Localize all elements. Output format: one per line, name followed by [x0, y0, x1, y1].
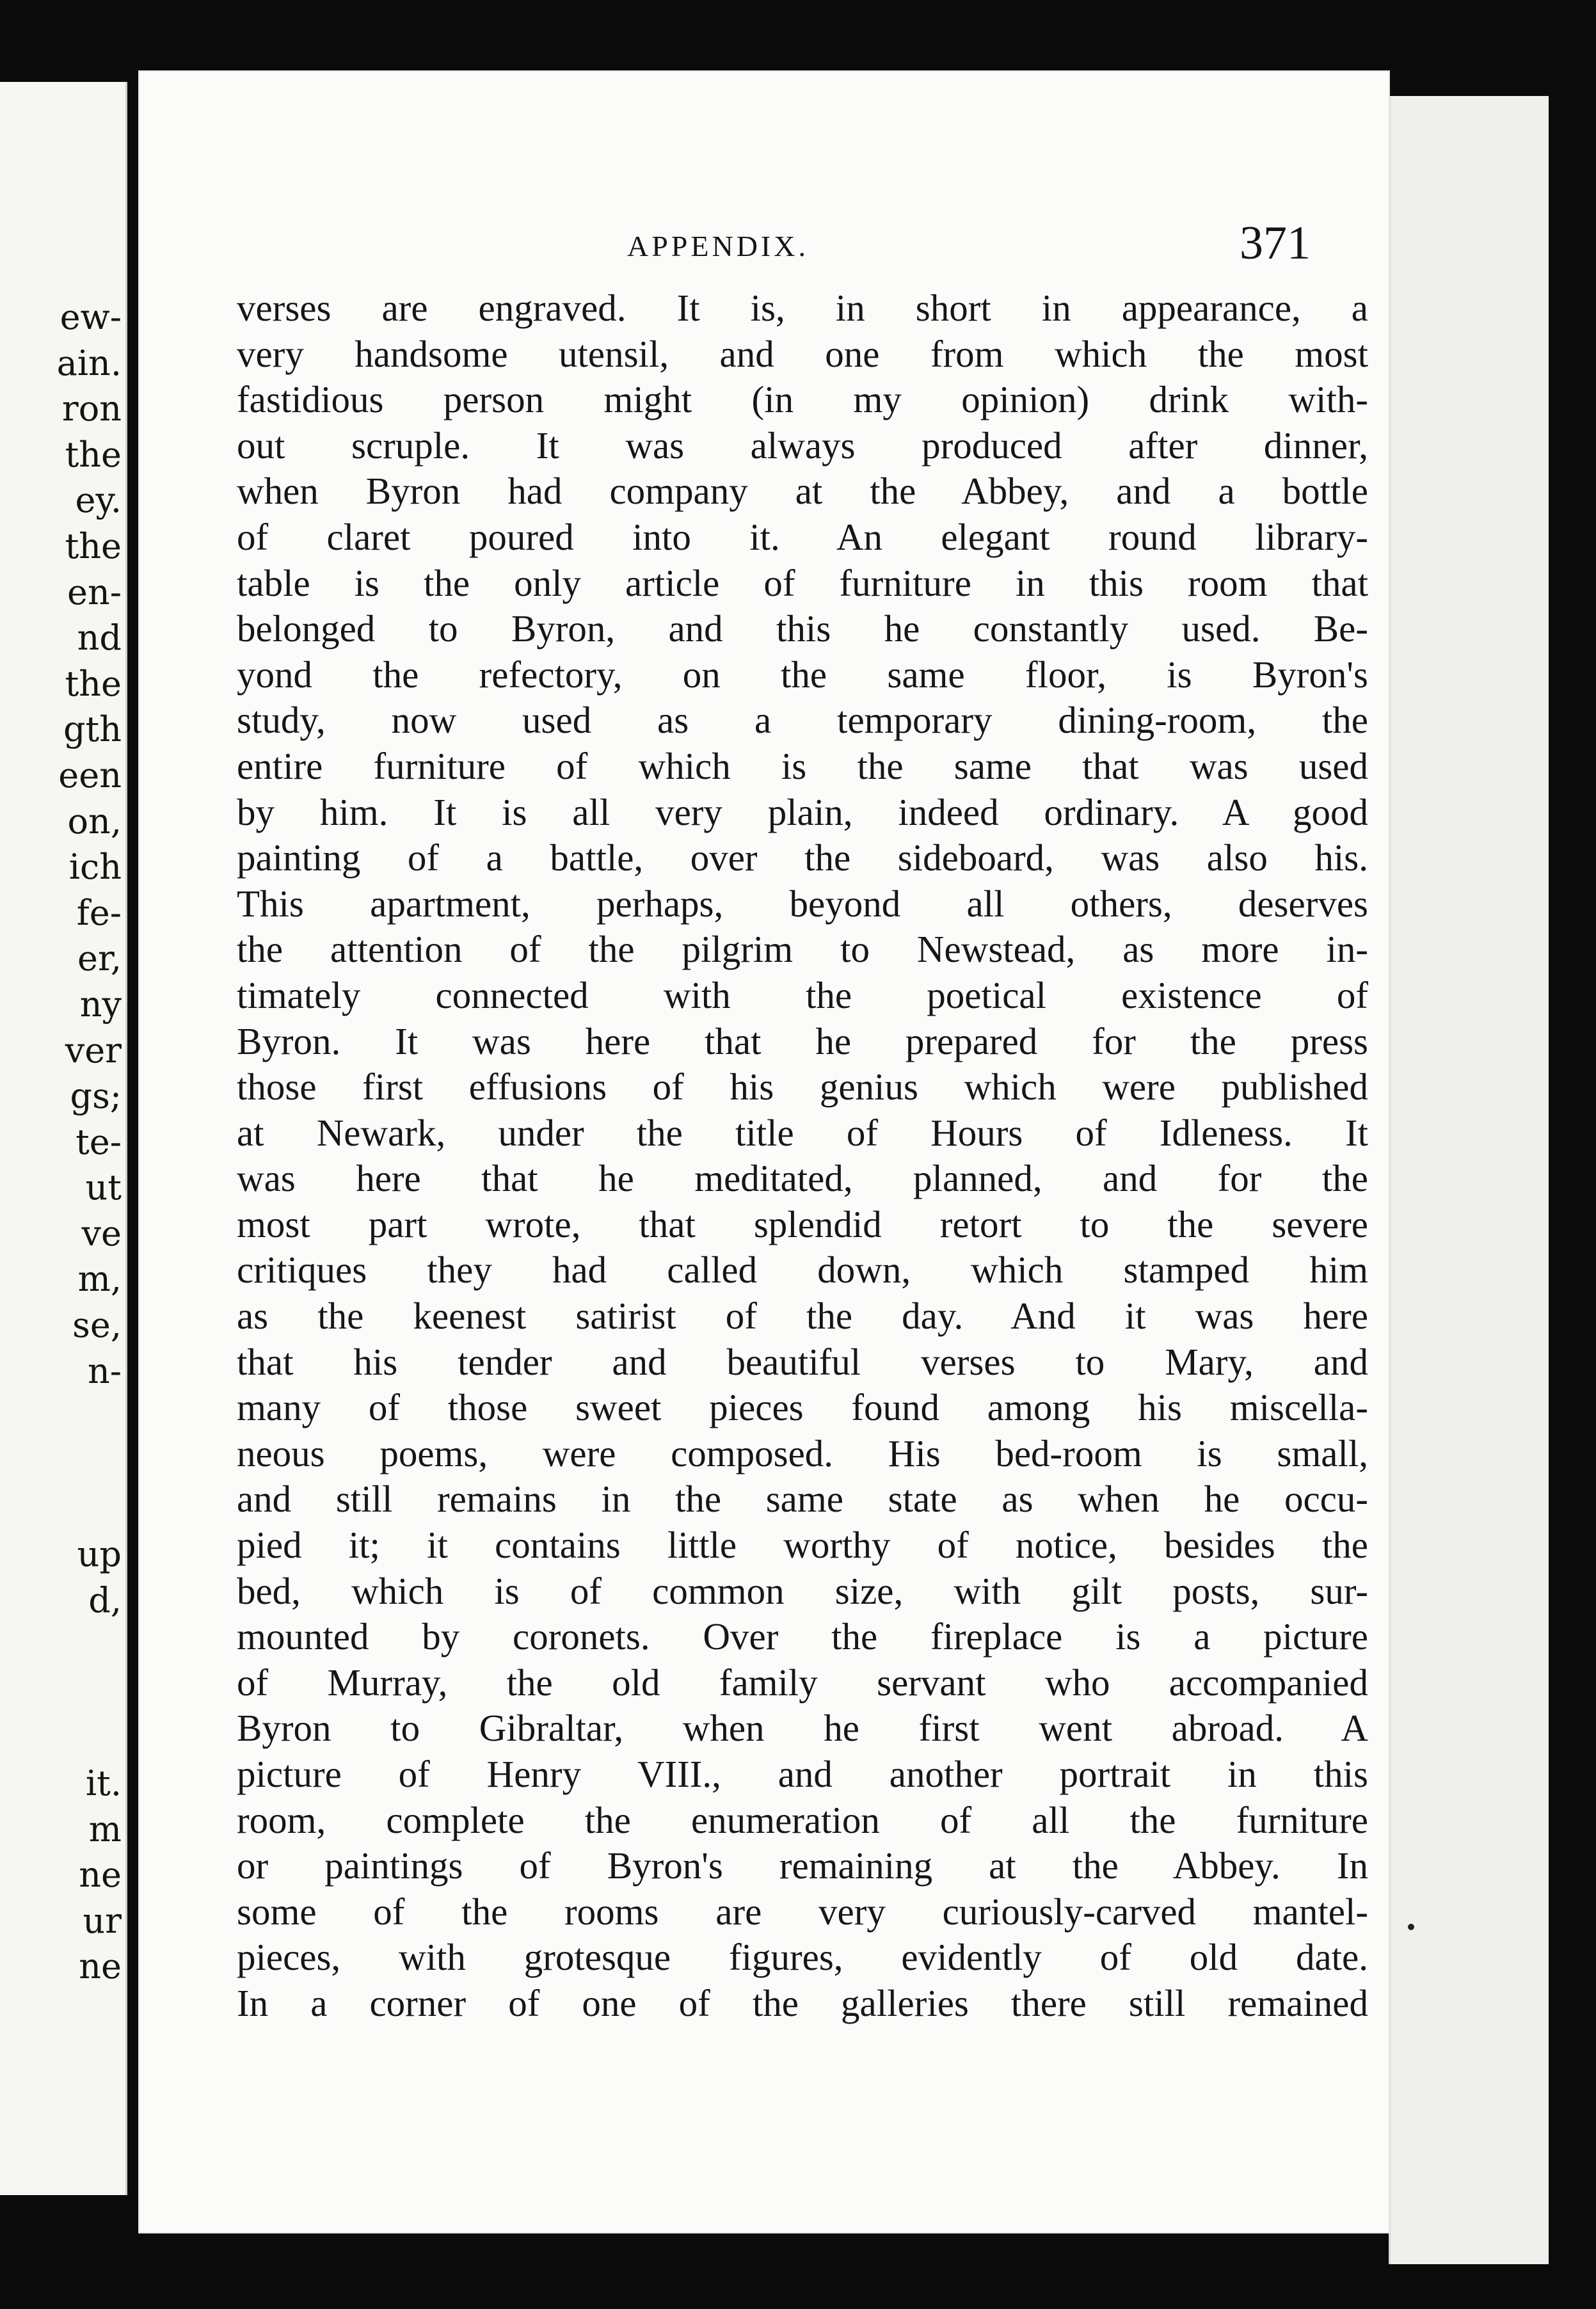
- book-page: [138, 70, 1390, 2233]
- text-line: timately connected with the poetical existence of: [237, 973, 1368, 1016]
- text-line: the attention of the pilgrim to Newstead, as more in-: [237, 928, 1368, 971]
- text-line: yond the refectory, on the same floor, is Byron's: [237, 653, 1368, 696]
- left-fragment: [57, 1440, 122, 1486]
- left-fragment: m: [88, 1809, 122, 1850]
- text-line: Byron. It was here that he prepared for the press: [237, 1019, 1368, 1062]
- left-fragment: ain.: [56, 342, 122, 383]
- left-fragment: en-: [67, 571, 122, 612]
- text-line: painting of a battle, over the sideboard, was also his.: [237, 836, 1368, 879]
- ink-speck: [1408, 1924, 1414, 1930]
- left-fragment: [57, 1714, 122, 1761]
- left-fragment: ey.: [75, 480, 122, 521]
- left-fragment: gth: [63, 709, 122, 750]
- left-fragment: d,: [88, 1579, 122, 1620]
- left-fragment: ich: [68, 847, 122, 888]
- text-line: Byron to Gibraltar, when he first went abroad. A: [237, 1707, 1368, 1750]
- text-line: pied it; it contains little worthy of notice, besides the: [237, 1524, 1368, 1567]
- text-line: verses are engraved. It is, in short in appearance, a: [237, 287, 1368, 329]
- text-line: This apartment, perhaps, beyond all others, deserves: [237, 882, 1368, 925]
- text-line: when Byron had company at the Abbey, and a bottle: [237, 470, 1368, 513]
- text-line: pieces, with grotesque figures, evidently of old date.: [237, 1936, 1368, 1979]
- body-text: [237, 285, 1368, 2027]
- left-fragment: ve: [81, 1213, 122, 1254]
- left-fragment: er,: [77, 938, 122, 979]
- left-fragment: the: [65, 525, 122, 566]
- running-head: [138, 216, 1390, 274]
- left-fragment: n-: [87, 1350, 122, 1391]
- scan-border: [1549, 96, 1596, 2264]
- text-line: bed, which is of common size, with gilt posts, sur-: [237, 1569, 1368, 1612]
- left-fragment: ut: [85, 1167, 122, 1208]
- text-line: table is the only article of furniture in this room that: [237, 561, 1368, 604]
- left-fragment: up: [77, 1534, 122, 1575]
- text-line: and still remains in the same state as when he occu-: [237, 1478, 1368, 1521]
- text-line: neous poems, were composed. His bed-room is small,: [237, 1432, 1368, 1474]
- text-line: out scruple. It was always produced after dinner,: [237, 424, 1368, 467]
- text-line: critiques they had called down, which stamped him: [237, 1249, 1368, 1291]
- text-line: or paintings of Byron's remaining at the Abbey. In: [237, 1844, 1368, 1887]
- left-fragment: gs;: [70, 1076, 122, 1117]
- left-page-line-endings: [57, 294, 122, 1990]
- text-line: fastidious person might (in my opinion) drink with-: [237, 378, 1368, 421]
- text-line: was here that he meditated, planned, and for the: [237, 1157, 1368, 1200]
- left-fragment: the: [65, 663, 122, 704]
- text-line: entire furniture of which is the same that was used: [237, 744, 1368, 787]
- text-line: belonged to Byron, and this he constantly used. Be-: [237, 607, 1368, 650]
- text-line: In a corner of one of the galleries there still remained: [237, 1981, 1368, 2024]
- running-title: APPENDIX.: [627, 230, 809, 262]
- left-fragment: [57, 1394, 122, 1440]
- text-line: picture of Henry VIII., and another portrait in this: [237, 1753, 1368, 1795]
- left-fragment: een: [58, 755, 122, 795]
- text-line: those first effusions of his genius which were published: [237, 1066, 1368, 1108]
- left-fragment: ne: [79, 1855, 122, 1896]
- left-fragment: ron: [61, 388, 122, 429]
- left-fragment: on,: [67, 801, 122, 842]
- left-fragment: te-: [76, 1121, 122, 1162]
- left-fragment: [57, 1623, 122, 1669]
- left-fragment: [57, 1485, 122, 1531]
- left-fragment: ew-: [60, 297, 122, 337]
- left-fragment: ver: [65, 1030, 122, 1071]
- text-line: of Murray, the old family servant who accompanied: [237, 1661, 1368, 1704]
- left-fragment: [57, 1669, 122, 1715]
- left-fragment: it.: [85, 1763, 122, 1803]
- left-facing-page: [0, 82, 127, 2195]
- text-line: of claret poured into it. An elegant round library-: [237, 515, 1368, 558]
- text-line: as the keenest satirist of the day. And it was here: [237, 1295, 1368, 1338]
- text-line: some of the rooms are very curiously-carved mantel-: [237, 1890, 1368, 1933]
- text-line: very handsome utensil, and one from which the most: [237, 332, 1368, 375]
- left-fragment: ny: [79, 984, 122, 1025]
- text-line: that his tender and beautiful verses to Mary, and: [237, 1340, 1368, 1383]
- left-fragment: se,: [72, 1305, 122, 1346]
- left-fragment: ur: [83, 1900, 122, 1941]
- text-line: study, now used as a temporary dining-room, the: [237, 699, 1368, 742]
- left-fragment: fe-: [76, 892, 122, 933]
- left-fragment: the: [65, 434, 122, 475]
- text-line: mounted by coronets. Over the fireplace is a picture: [237, 1615, 1368, 1658]
- left-fragment: ne: [79, 1946, 122, 1987]
- text-line: room, complete the enumeration of all the furniture: [237, 1798, 1368, 1841]
- left-fragment: m,: [77, 1259, 122, 1300]
- page-number: 371: [1240, 217, 1311, 269]
- text-line: at Newark, under the title of Hours of Idleness. It: [237, 1111, 1368, 1154]
- text-line: most part wrote, that splendid retort to the severe: [237, 1202, 1368, 1245]
- text-line: by him. It is all very plain, indeed ordinary. A good: [237, 790, 1368, 833]
- text-line: many of those sweet pieces found among his miscella-: [237, 1386, 1368, 1429]
- left-fragment: nd: [77, 618, 122, 659]
- next-page-edge: [1389, 96, 1570, 2264]
